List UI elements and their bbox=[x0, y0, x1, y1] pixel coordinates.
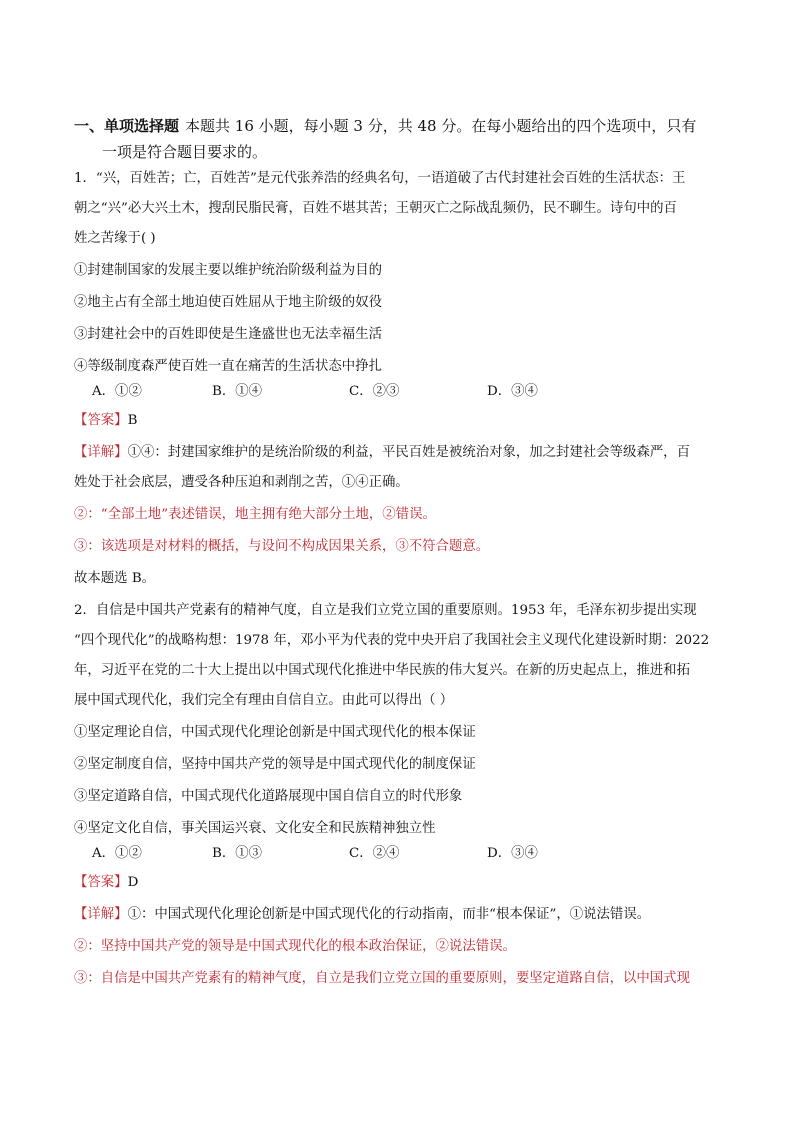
q1-choice-b[interactable]: B．①④ bbox=[212, 384, 263, 399]
q1-answer-label: 【答案】 bbox=[74, 413, 128, 428]
q1-conclusion: 故本题选 B。 bbox=[74, 571, 156, 586]
question-2 bbox=[74, 602, 724, 988]
section-title: 一、单项选择题 bbox=[74, 117, 180, 135]
q2-detail-label: 【详解】 bbox=[74, 907, 128, 922]
question-1 bbox=[74, 170, 724, 588]
q2-statement-2: ②坚定制度自信，坚持中国共产党的领导是中国式现代化的制度保证 bbox=[74, 757, 476, 772]
q1-detail-line-1 bbox=[74, 444, 724, 462]
q2-answer-label: 【答案】 bbox=[74, 875, 128, 890]
q2-wrong-line-1: ②：坚持中国共产党的领导是中国式现代化的根本政治保证，②说法错误。 bbox=[74, 939, 516, 954]
section-desc-line2: 一项是符合题目要求的。 bbox=[102, 143, 268, 161]
q2-detail-text-1: ①：中国式现代化理论创新是中国式现代化的行动指南，而非“根本保证”，①说法错误。 bbox=[127, 907, 651, 922]
q1-answer bbox=[74, 412, 724, 430]
q1-detail-label: 【详解】 bbox=[74, 445, 128, 460]
question-2-stem bbox=[74, 602, 724, 710]
q1-statement-4: ④等级制度森严使百姓一直在痛苦的生活状态中挣扎 bbox=[74, 359, 382, 374]
question-1-stem bbox=[74, 170, 724, 248]
page-content bbox=[74, 116, 724, 988]
q1-wrong-line-1: ②：“全部土地”表述错误，地主拥有绝大部分土地，②错误。 bbox=[74, 507, 436, 522]
q1-wrong-line-2: ③：该选项是对材料的概括，与设问不构成因果关系，③不符合题意。 bbox=[74, 539, 490, 554]
q2-answer bbox=[74, 874, 724, 892]
section-desc-line1: 本题共 16 小题，每小题 3 分，共 48 分。在每小题给出的四个选项中，只有 bbox=[185, 117, 697, 135]
q1-stem-line-2: 朝之“兴”必大兴土木，搜刮民脂民膏，百姓不堪其苦；王朝灭亡之际战乱频仍，民不聊生。诗句中的百 bbox=[74, 201, 677, 216]
q2-stem-line-4: 展中国式现代化，我们完全有理由自信自立。由此可以得出（ ） bbox=[74, 693, 454, 708]
q1-statements bbox=[74, 262, 724, 376]
q2-wrong-line-2: ③：自信是中国共产党素有的精神气度，自立是我们立党立国的重要原则，要坚定道路自信，以中国式现 bbox=[74, 971, 690, 986]
q2-statement-4: ④坚定文化自信，事关国运兴衰、文化安全和民族精神独立性 bbox=[74, 821, 436, 836]
q1-statement-1: ①封建制国家的发展主要以维护统治阶级利益为目的 bbox=[74, 263, 382, 278]
q2-answer-value: D bbox=[127, 875, 139, 890]
q2-choice-a[interactable]: A．①② bbox=[92, 846, 142, 861]
q2-detail-line-1 bbox=[74, 906, 724, 924]
q2-choices bbox=[74, 844, 724, 864]
q2-statement-3: ③坚定道路自信，中国式现代化道路展现中国自信自立的时代形象 bbox=[74, 789, 463, 804]
q2-stem-line-2: “四个现代化”的战略构想：1978 年，邓小平为代表的党中央开启了我国社会主义现代化建设新时期：2022 bbox=[74, 633, 710, 648]
q1-statement-3: ③封建社会中的百姓即使是生逢盛世也无法幸福生活 bbox=[74, 327, 382, 342]
q2-choice-c[interactable]: C．②④ bbox=[349, 846, 400, 861]
q1-detail-line-2: 姓处于社会底层，遭受各种压迫和剥削之苦，①④正确。 bbox=[74, 475, 409, 490]
q2-choice-d[interactable]: D．③④ bbox=[487, 846, 538, 861]
q1-detail-text-1: ①④：封建国家维护的是统治阶级的利益，平民百姓是被统治对象，加之封建社会等级森严，百 bbox=[127, 445, 690, 460]
q1-choice-d[interactable]: D．③④ bbox=[487, 384, 538, 399]
q1-statement-2: ②地主占有全部土地迫使百姓屈从于地主阶级的奴役 bbox=[74, 295, 382, 310]
q2-statement-1: ①坚定理论自信，中国式现代化理论创新是中国式现代化的根本保证 bbox=[74, 725, 476, 740]
q2-choice-b[interactable]: B．①③ bbox=[212, 846, 263, 861]
q1-answer-value: B bbox=[127, 413, 138, 428]
q2-stem-line-3: 年，习近平在党的二十大上提出以中国式现代化推进中华民族的伟大复兴。在新的历史起点上，推进和拓 bbox=[74, 663, 690, 678]
q1-choice-c[interactable]: C．②③ bbox=[349, 384, 400, 399]
q2-stem-line-1: 2．自信是中国共产党素有的精神气度，自立是我们立党立国的重要原则。1953 年，毛泽东初步提出实现 bbox=[74, 603, 697, 618]
q1-stem-line-1: 1．“兴，百姓苦；亡，百姓苦”是元代张养浩的经典名句，一语道破了古代封建社会百姓的生活状态：王 bbox=[74, 171, 686, 186]
q2-statements bbox=[74, 724, 724, 838]
section-header bbox=[74, 116, 724, 162]
q1-stem-line-3: 姓之苦缘于( ) bbox=[74, 231, 156, 246]
q1-choice-a[interactable]: A．①② bbox=[92, 384, 142, 399]
q1-choices bbox=[74, 382, 724, 402]
